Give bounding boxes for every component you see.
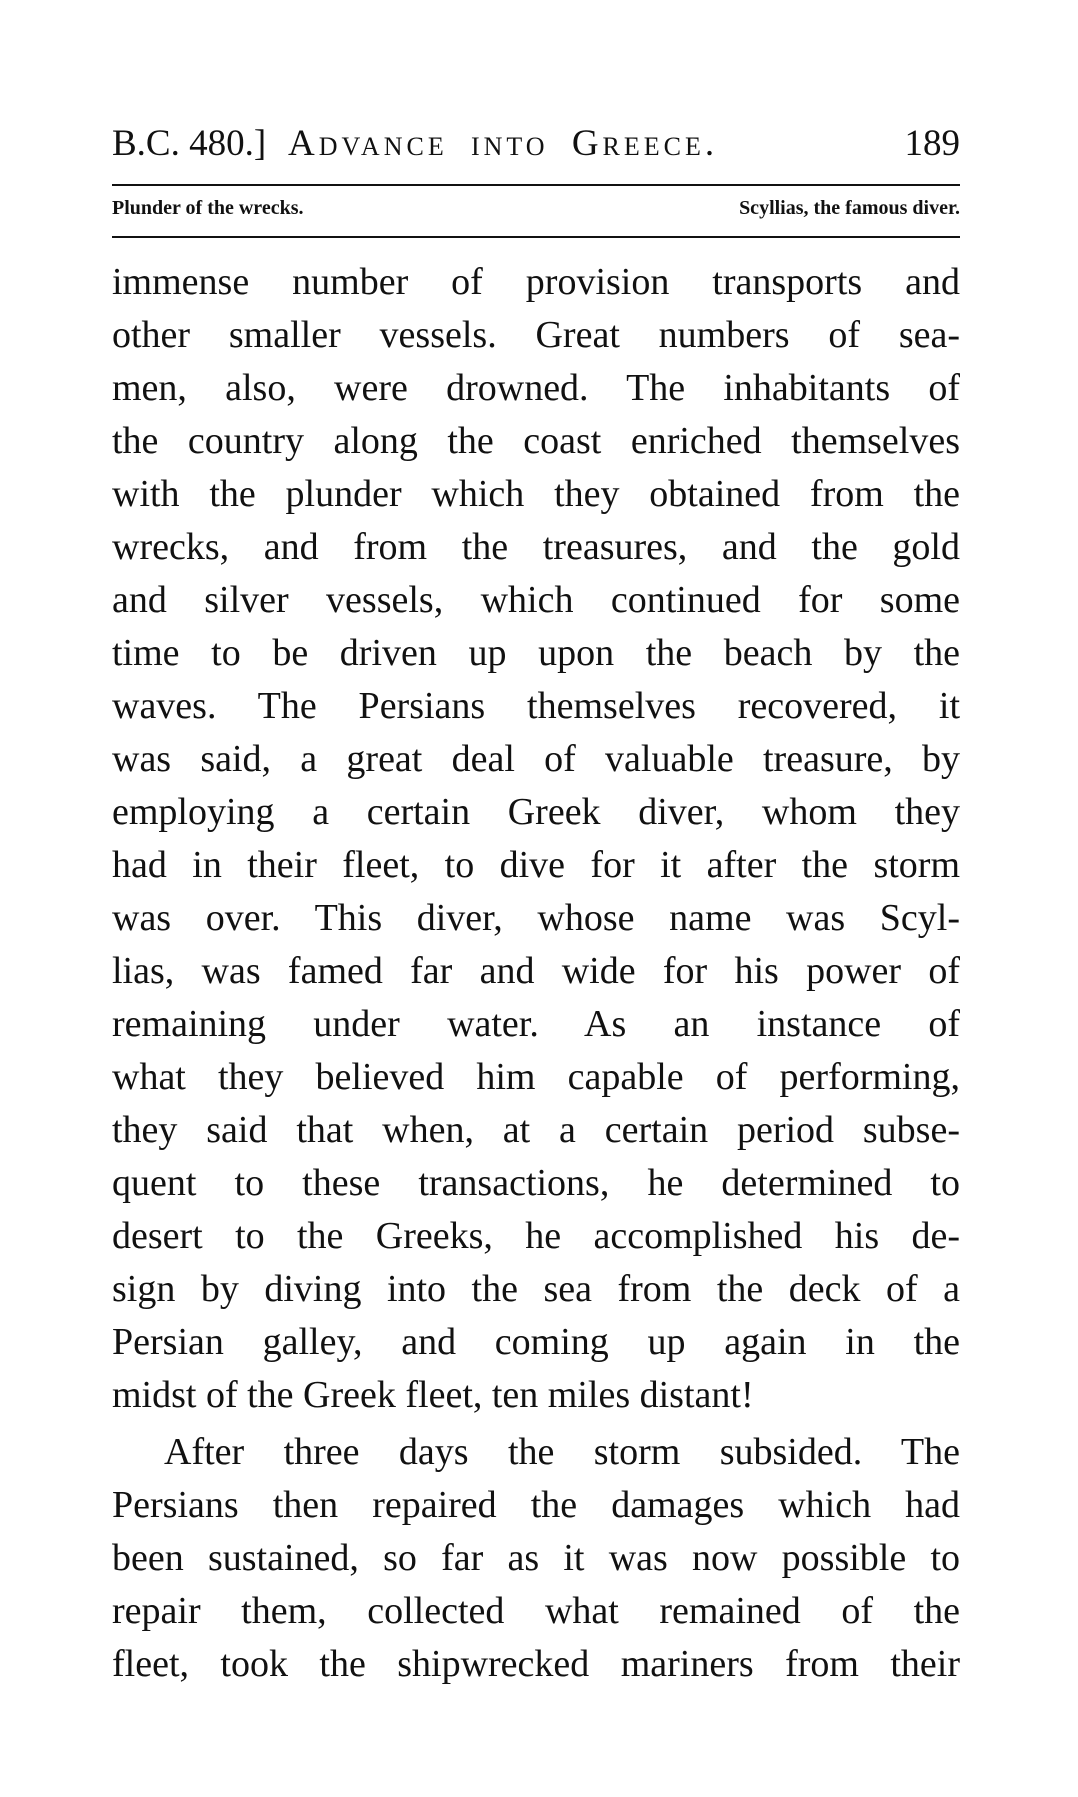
text-line: midst of the Greek fleet, ten miles distant!: [112, 1374, 754, 1416]
subheader-left: Plunder of the wrecks.: [112, 197, 304, 219]
page-number: 189: [904, 123, 960, 164]
text-line: was said, a great deal of valuable treasure, by: [112, 738, 960, 780]
text-line: other smaller vessels. Great numbers of sea-: [112, 314, 960, 356]
text-line: time to be driven up upon the beach by the: [112, 632, 960, 674]
text-line: Persians then repaired the damages which had: [112, 1484, 960, 1526]
text-line: and silver vessels, which continued for some: [112, 579, 960, 621]
text-line: sign by diving into the sea from the deck of a: [112, 1268, 960, 1310]
text-line: employing a certain Greek diver, whom they: [112, 791, 960, 833]
paragraph-2: [112, 1426, 960, 1691]
text-line: been sustained, so far as it was now possible to: [112, 1537, 960, 1579]
text-line: had in their fleet, to dive for it after the storm: [112, 844, 960, 886]
text-line: desert to the Greeks, he accomplished his de-: [112, 1215, 960, 1257]
text-line: quent to these transactions, he determined to: [112, 1162, 960, 1204]
text-line: fleet, took the shipwrecked mariners from their: [112, 1643, 960, 1685]
subheader-right: Scyllias, the famous diver.: [739, 197, 960, 219]
text-line: wrecks, and from the treasures, and the gold: [112, 526, 960, 568]
text-line: was over. This diver, whose name was Scyl-: [112, 897, 960, 939]
text-line: the country along the coast enriched themselves: [112, 420, 960, 462]
marginal-subheader: [112, 193, 960, 229]
text-line: Persian galley, and coming up again in the: [112, 1321, 960, 1363]
text-line: immense number of provision transports and: [112, 261, 960, 303]
header-date: B.C. 480.]: [112, 123, 267, 164]
header-rule-top: [112, 184, 960, 186]
text-line: what they believed him capable of performing,: [112, 1056, 960, 1098]
paragraph-1: [112, 256, 960, 1422]
text-line: lias, was famed far and wide for his power of: [112, 950, 960, 992]
header-title: Advance into Greece.: [288, 123, 719, 164]
running-header: [112, 118, 960, 166]
header-rule-bottom: [112, 236, 960, 238]
text-line: men, also, were drowned. The inhabitants of: [112, 367, 960, 409]
body-text: [112, 256, 960, 1691]
text-line: waves. The Persians themselves recovered, it: [112, 685, 960, 727]
text-line: repair them, collected what remained of the: [112, 1590, 960, 1632]
text-line: remaining under water. As an instance of: [112, 1003, 960, 1045]
text-line: with the plunder which they obtained from the: [112, 473, 960, 515]
text-line: After three days the storm subsided. The: [164, 1431, 960, 1473]
text-line: they said that when, at a certain period subse-: [112, 1109, 960, 1151]
